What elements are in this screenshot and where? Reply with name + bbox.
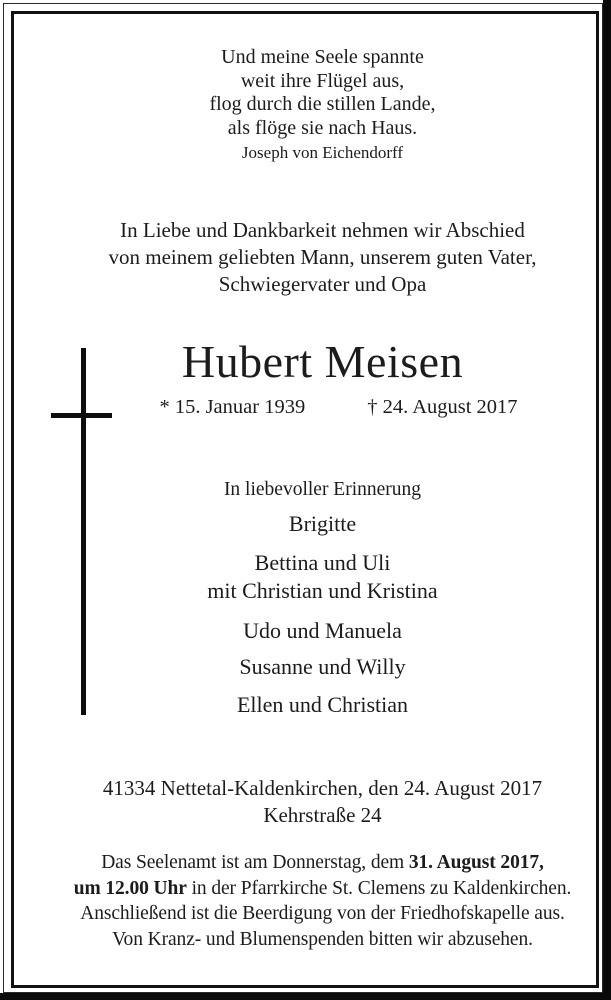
poem-line-2: weit ihre Flügel aus, bbox=[240, 69, 405, 92]
mourner-line: Brigitte bbox=[288, 511, 357, 536]
mourner-line: Susanne und Willy bbox=[239, 654, 406, 679]
poem-line-3: flog durch die stillen Lande, bbox=[209, 93, 436, 115]
memoriam-label: In liebevoller Erinnerung bbox=[223, 479, 422, 500]
intro-line-3: Schwiegervater und Opa bbox=[218, 272, 427, 296]
address-line-2: Kehrstraße 24 bbox=[263, 803, 382, 827]
service-line-2-text: in der Pfarrkirche St. Clemens zu Kaldenkirchen. bbox=[186, 877, 572, 899]
mourner-line: mit Christian und Kristina bbox=[207, 578, 438, 603]
poem-line-4: als flöge sie nach Haus. bbox=[227, 116, 418, 139]
intro-text bbox=[34, 217, 611, 298]
intro-line-2: von meinem geliebten Mann, unserem guten Vater, bbox=[108, 245, 537, 269]
mourner-line: Ellen und Christian bbox=[236, 692, 409, 717]
service-announcement bbox=[34, 850, 611, 952]
service-line-3: Anschließend ist die Beerdigung von der Friedhofskapelle aus. bbox=[80, 903, 565, 924]
service-date-bold: 31. August 2017, bbox=[408, 852, 544, 873]
address-block bbox=[34, 775, 611, 829]
poem-author: Joseph von Eichendorff bbox=[241, 143, 404, 162]
service-line-4: Von Kranz- und Blumenspenden bitten wir abzusehen. bbox=[112, 928, 533, 950]
poem-line-1: Und meine Seele spannte bbox=[221, 46, 424, 68]
scan-edge-bar-bottom bbox=[0, 993, 611, 1000]
service-line-1 bbox=[34, 850, 611, 876]
intro-line-1: In Liebe und Dankbarkeit nehmen wir Abschied bbox=[120, 218, 525, 242]
life-dates bbox=[50, 396, 611, 419]
poem bbox=[34, 46, 611, 140]
mourner-line: Bettina und Uli bbox=[254, 550, 391, 575]
deceased-name: Hubert Meisen bbox=[181, 336, 464, 387]
address-line-1: 41334 Nettetal-Kaldenkirchen, den 24. August 2017 bbox=[102, 776, 543, 800]
service-time-bold: um 12.00 Uhr bbox=[73, 877, 187, 899]
service-line-2 bbox=[34, 876, 611, 902]
death-date: † 24. August 2017 bbox=[367, 396, 518, 418]
birth-date: * 15. Januar 1939 bbox=[159, 396, 306, 418]
service-line-1-text: Das Seelenamt ist am Donnerstag, dem bbox=[101, 852, 409, 873]
mourner-line: Udo und Manuela bbox=[243, 618, 402, 643]
